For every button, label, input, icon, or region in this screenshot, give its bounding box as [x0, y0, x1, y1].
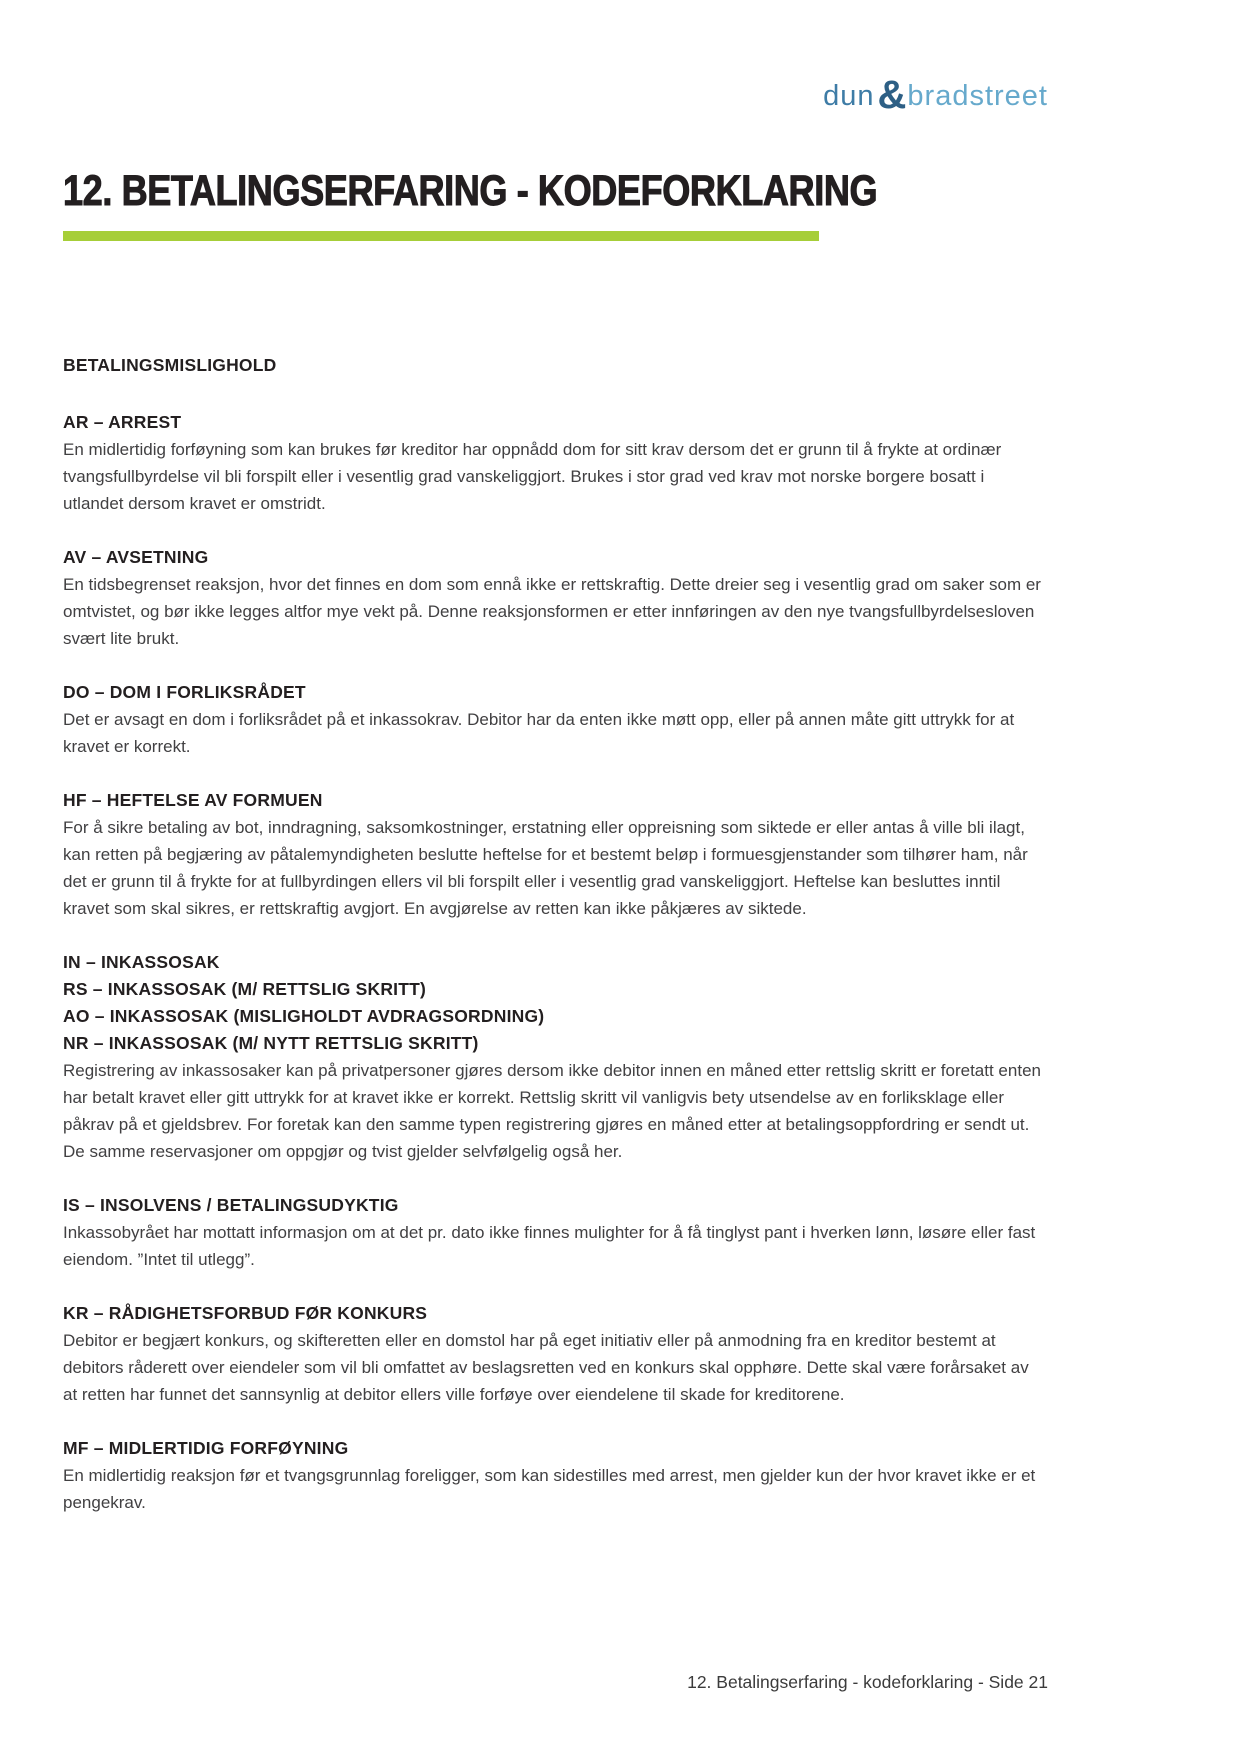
- code-entry-mf: [63, 1435, 1043, 1516]
- title-underline-bar: [63, 231, 819, 241]
- code-heading: AV – AVSETNING: [63, 547, 209, 567]
- code-heading: KR – RÅDIGHETSFORBUD FØR KONKURS: [63, 1303, 428, 1323]
- logo-text-dun: dun: [823, 80, 875, 112]
- code-entry-inkasso-group: [63, 949, 1043, 1165]
- code-entry-is: [63, 1192, 1043, 1273]
- code-description: Det er avsagt en dom i forliksrådet på et inkassokrav. Debitor har da enten ikke møtt opp, eller på annen måte gitt uttrykk for at kravet er korrekt.: [63, 710, 1015, 756]
- code-description: En tidsbegrenset reaksjon, hvor det finnes en dom som ennå ikke er rettskraftig. Dette dreier seg i vesentlig grad om saker som er omtvistet, og bør ikke legges altfor mye vekt på. Denne reaksjonsformen er etter innføringen av den nye tvangsfullbyrdelsesloven svært lite brukt.: [63, 575, 1041, 648]
- code-entry-ar: [63, 409, 1043, 517]
- code-description: En midlertidig forføyning som kan brukes før kreditor har oppnådd dom for sitt krav dersom det er grunn til å frykte at ordinær tvangsfullbyrdelse vil bli forspilt eller i vesentlig grad vanskeliggjort. Brukes i stor grad ved krav mot norske borgere bosatt i utlandet dersom kravet er omstridt.: [63, 440, 1002, 513]
- page-title: 12. BETALINGSERFARING - KODEFORKLARING: [63, 167, 878, 215]
- code-heading: MF – MIDLERTIDIG FORFØYNING: [63, 1438, 349, 1458]
- dun-and-bradstreet-logo: [823, 72, 1048, 117]
- code-description: Debitor er begjært konkurs, og skifteretten eller en domstol har på eget initiativ eller på anmodning fra en kreditor bestemt at debitors råderett over eiendeler som vil bli omfattet av beslagsretten ved en konkurs skal opphøre. Dette skal være forårsaket av at retten har funnet det sannsynlig at debitor ellers ville forføye over eiendelene til skade for kreditorene.: [63, 1331, 1029, 1404]
- section-header: BETALINGSMISLIGHOLD: [63, 355, 277, 375]
- logo-text-bradstreet: bradstreet: [907, 80, 1048, 112]
- code-heading: NR – INKASSOSAK (M/ NYTT RETTSLIG SKRITT): [63, 1033, 479, 1053]
- code-heading: DO – DOM I FORLIKSRÅDET: [63, 682, 306, 702]
- code-description: Registrering av inkassosaker kan på privatpersoner gjøres dersom ikke debitor innen en måned etter rettslig skritt er foretatt enten har betalt kravet eller gitt uttrykk for at kravet ikke er korrekt. Rettslig skritt vil vanligvis bety utsendelse av en forliksklage eller påkrav på et gjeldsbrev. For foretak kan den samme typen registrering gjøres en måned etter at betalingsoppfordring er sendt ut. De samme reservasjoner om oppgjør og tvist gjelder selvfølgelig også her.: [63, 1061, 1041, 1161]
- code-entry-kr: [63, 1300, 1043, 1408]
- page-footer: 12. Betalingserfaring - kodeforklaring - Side 21: [687, 1672, 1048, 1692]
- code-heading: IN – INKASSOSAK: [63, 952, 220, 972]
- code-heading: AR – ARREST: [63, 412, 182, 432]
- code-description: For å sikre betaling av bot, inndragning, saksomkostninger, erstatning eller oppreisning som siktede er eller antas å ville bli ilagt, kan retten på begjæring av påtalemyndigheten beslutte heftelse for et bestemt beløp i formuesgjenstander som tilhører ham, når det er grunn til å frykte for at fullbyrdingen ellers vil bli forspilt eller i vesentlig grad vanskeliggjort. Heftelse kan besluttes inntil kravet som skal sikres, er rettskraftig avgjort. En avgjørelse av retten kan ikke påkjæres av siktede.: [63, 818, 1028, 918]
- code-heading: AO – INKASSOSAK (MISLIGHOLDT AVDRAGSORDNING): [63, 1006, 545, 1026]
- code-description: En midlertidig reaksjon før et tvangsgrunnlag foreligger, som kan sidestilles med arrest, men gjelder kun der hvor kravet ikke er et pengekrav.: [63, 1466, 1036, 1512]
- code-description: Inkassobyrået har mottatt informasjon om at det pr. dato ikke finnes mulighter for å få tinglyst pant i hverken lønn, løsøre eller fast eiendom. ”Intet til utlegg”.: [63, 1223, 1036, 1269]
- ampersand-icon: &: [877, 73, 907, 117]
- code-heading: HF – HEFTELSE AV FORMUEN: [63, 790, 323, 810]
- code-entry-do: [63, 679, 1043, 760]
- code-heading: IS – INSOLVENS / BETALINGSUDYKTIG: [63, 1195, 399, 1215]
- document-body: [63, 352, 1043, 1543]
- code-entry-av: [63, 544, 1043, 652]
- code-entry-hf: [63, 787, 1043, 922]
- code-heading: RS – INKASSOSAK (M/ RETTSLIG SKRITT): [63, 979, 427, 999]
